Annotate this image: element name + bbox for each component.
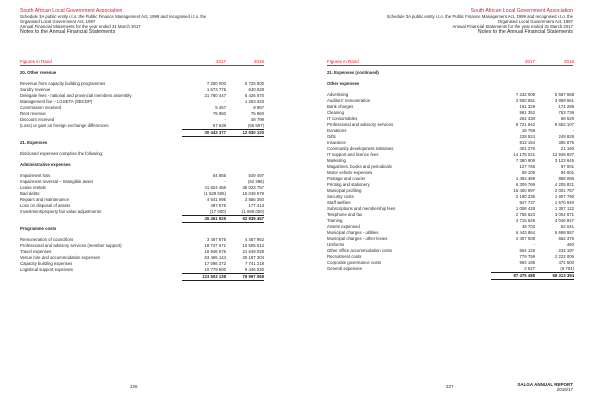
value-2016: 75 960: [250, 111, 264, 116]
row-label: 21. Expenses: [20, 140, 48, 145]
row-label: IT consumables: [327, 116, 358, 121]
value-2016: -: [572, 128, 574, 133]
row-label: Sundry revenue: [20, 87, 51, 92]
header-line: Schedule 3A public entity i.t.o. the Public Finance Management Act, 1999 and recognised i.t.o. the: [20, 14, 207, 19]
row-label: General expenses: [327, 266, 362, 271]
row-label: Other office accommodation costs: [327, 248, 392, 253]
value-2016: 9 987: [253, 105, 264, 110]
row-label: Marketing: [327, 158, 346, 163]
row-label: Management fee – LGSETA (SBCDP): [20, 99, 93, 104]
value-2017: 3 467 875: [206, 237, 226, 242]
value-2016: 48 799: [250, 117, 264, 122]
value-2016: 4 457 952: [244, 237, 264, 242]
value-2017: 264 430: [519, 116, 535, 121]
page-header: [20, 8, 206, 35]
value-2016: 1 357 122: [554, 206, 574, 211]
value-2017: 16 400 997: [513, 188, 535, 193]
value-2016: 97 001: [560, 164, 574, 169]
row-label: Printing and stationery: [327, 182, 370, 187]
page-number: 227: [446, 384, 454, 389]
row-label: Motor vehicle expenses: [327, 170, 373, 175]
right-page: [300, 0, 600, 416]
figures-label: Figures in Rand: [20, 59, 52, 64]
value-2016: (1 659 000): [242, 209, 264, 214]
value-2017: 54 855: [212, 173, 226, 178]
value-2016: 5 725 500: [244, 81, 264, 86]
table-row: [327, 81, 573, 87]
value-2016: 52 041: [560, 224, 574, 229]
header-line: Organised Local Government Act, 1997: [20, 19, 96, 24]
page-number: 226: [130, 384, 138, 389]
value-2017: 993 195: [519, 260, 535, 265]
value-2016: 3 859 661: [554, 98, 574, 103]
value-2016: 1 570 940: [554, 200, 574, 205]
year-current: 2017: [524, 59, 535, 64]
value-2016: 9 446 530: [244, 267, 264, 272]
value-2016: 177 413: [248, 203, 264, 208]
value-2017: 5 467: [215, 105, 226, 110]
column-header: [20, 59, 264, 66]
value-2017: 57 638: [212, 123, 226, 128]
value-2016: 84 601: [560, 170, 574, 175]
row-label: Venue hire and accommodation expenses: [20, 255, 101, 260]
value-2017: 19 759: [521, 128, 535, 133]
row-label: Impairment loss: [20, 173, 51, 178]
value-2017: 2 755 623: [515, 212, 535, 217]
organisation-name: South African Local Government Association: [20, 8, 123, 14]
row-label: Subscriptions and membership fees: [327, 206, 396, 211]
row-label: Capacity building expenses: [20, 261, 73, 266]
value-2016: 3 856 350: [244, 197, 264, 202]
value-2017: 45 461 925: [182, 215, 226, 223]
value-2017: 564 125: [519, 248, 535, 253]
value-2017: 228 524: [519, 134, 535, 139]
row-label: Other expenses: [327, 81, 360, 86]
value-2017: 7 250 000: [206, 81, 226, 86]
value-2017: 4 715 626: [515, 218, 535, 223]
row-label: Disclosed expenses comprise the following:: [20, 151, 104, 156]
value-2017: 947 737: [519, 200, 535, 205]
value-2017: -: [224, 99, 226, 104]
row-label: Logistical support expenses: [20, 267, 74, 272]
value-2017: -: [224, 117, 226, 122]
value-2017: 2 527: [524, 266, 535, 271]
value-2017: 1 673 775: [206, 87, 226, 92]
value-2017: 1 058 428: [515, 206, 535, 211]
value-2017: 49 703: [521, 224, 535, 229]
organisation-name: South African Local Government Association: [470, 8, 573, 14]
value-2017: 779 759: [519, 254, 535, 259]
value-2017: (17 000): [209, 209, 226, 214]
total-row: [20, 215, 264, 221]
value-2017: 7 232 009: [515, 92, 535, 97]
row-label: Donations: [327, 128, 347, 133]
notes-table: [20, 70, 264, 279]
row-label: Municipal charges - utilities: [327, 230, 379, 235]
value-2016: 21 160: [560, 146, 574, 151]
row-label: Administrative expenses: [20, 162, 71, 167]
row-label: Staff welfare: [327, 200, 351, 205]
value-2017: 53 465 144: [204, 255, 226, 260]
row-label: Bad debts: [20, 191, 40, 196]
value-2017: 191 329: [519, 104, 535, 109]
value-2016: 10 505 012: [242, 243, 264, 248]
row-label: Telephone and fax: [327, 212, 363, 217]
table-row: [20, 140, 264, 146]
value-2017: 2 190 235: [515, 194, 535, 199]
value-2017: 401 276: [519, 146, 535, 151]
total-row: [20, 129, 264, 135]
row-label: Postage and courier: [327, 176, 366, 181]
report-year: 2016/17: [556, 387, 573, 392]
value-2016: 25 187 304: [242, 255, 264, 260]
value-2016: 234 197: [558, 248, 574, 253]
row-label: Municipal profiling: [327, 188, 362, 193]
value-2016: 2 222 006: [554, 254, 574, 259]
value-2016: 763 736: [558, 110, 574, 115]
row-label: Auditors' remuneration: [327, 98, 371, 103]
value-2016: 52 935 457: [220, 215, 264, 223]
value-2016: 460: [566, 242, 574, 247]
row-label: Training: [327, 218, 343, 223]
value-2016: (62 396): [247, 179, 264, 184]
row-label: Professional and advisory services (member support): [20, 243, 122, 248]
table-row: [20, 70, 264, 76]
value-2017: 10 779 500: [204, 267, 226, 272]
row-label: Cleaning: [327, 110, 344, 115]
row-label: Lease rentals: [20, 185, 46, 190]
notes-table: [327, 70, 573, 278]
row-label: Impairment reversal – Intangible asset: [20, 179, 93, 184]
year-prior: 2016: [253, 59, 264, 64]
value-2016: 21 649 029: [242, 249, 264, 254]
total-row: [20, 273, 264, 279]
figures-label: Figures in Rand: [327, 59, 359, 64]
row-label: Investment/property fair value adjustments: [20, 209, 101, 214]
report-footer: [517, 382, 573, 392]
row-label: Insurance: [327, 140, 346, 145]
value-2017: 17 096 372: [204, 261, 226, 266]
value-2017: 18 747 671: [204, 243, 226, 248]
value-2016: 174 289: [558, 104, 574, 109]
value-2016: 3 123 645: [554, 158, 574, 163]
value-2017: 4 641 695: [206, 197, 226, 202]
value-2016: 662 375: [558, 236, 574, 241]
value-2017: 14 178 021: [513, 152, 535, 157]
row-label: Security costs: [327, 194, 354, 199]
value-2016: 2 001 767: [554, 188, 574, 193]
row-label: Uniforms: [327, 242, 345, 247]
value-2016: 5 587 658: [554, 92, 574, 97]
value-2016: (65 597): [247, 123, 264, 128]
row-label: Advertising: [327, 92, 349, 97]
value-2017: -: [224, 179, 226, 184]
header-line: Organised Local Government Act, 1997: [497, 19, 573, 24]
page-header: [387, 8, 573, 35]
value-2017: 123 503 138: [182, 273, 226, 281]
table-row: [327, 70, 573, 76]
row-label: 20. Other revenue: [20, 70, 57, 75]
value-2017: 6 309 769: [515, 182, 535, 187]
total-row: [327, 272, 573, 278]
row-label: Delegate fees - national and provincial members assembly: [20, 93, 132, 98]
value-2016: 858 086: [558, 176, 574, 181]
value-2016: 7 741 218: [244, 261, 264, 266]
value-2017: 7 380 909: [515, 158, 535, 163]
value-2016: 12 946 937: [552, 152, 574, 157]
value-2016: 249 828: [558, 134, 574, 139]
value-2017: 6 721 942: [515, 122, 535, 127]
value-2017: 18 946 576: [204, 249, 226, 254]
value-2017: 1 493 489: [515, 176, 535, 181]
value-2017: 127 766: [519, 164, 535, 169]
row-label: Travel expenses: [20, 249, 52, 254]
row-label: Professional and advisory services: [327, 122, 394, 127]
value-2017: 913 154: [519, 140, 535, 145]
value-2017: 21 780 447: [204, 93, 226, 98]
row-label: (Loss) or gain on foreign exchange differences: [20, 123, 109, 128]
value-2016: 9 652 107: [554, 122, 574, 127]
value-2017: 2 500 651: [515, 98, 535, 103]
value-2017: 2 407 008: [515, 236, 535, 241]
value-2016: 4 046 847: [554, 218, 574, 223]
value-2016: 3 004 571: [554, 212, 574, 217]
value-2016: 15 049 679: [242, 191, 264, 196]
row-label: Rent revenue: [20, 111, 46, 116]
row-label: Programme costs: [20, 226, 57, 231]
value-2017: 75 960: [212, 111, 226, 116]
value-2016: 474 500: [558, 260, 574, 265]
year-prior: 2016: [563, 59, 574, 64]
row-label: Commission received: [20, 105, 62, 110]
value-2017: 6 443 864: [515, 230, 535, 235]
table-row: [20, 162, 264, 168]
value-2016: 5 698 557: [554, 230, 574, 235]
value-2016: 4 205 821: [554, 182, 574, 187]
report-title: SALGA ANNUAL REPORT: [517, 382, 573, 387]
value-2016: 1 263 333: [244, 99, 264, 104]
table-row: [20, 226, 264, 232]
value-2016: 35 023 757: [242, 185, 264, 190]
value-2016: 12 930 120: [220, 129, 264, 137]
value-2017: 487 675: [210, 203, 226, 208]
row-label: Revenue from capacity building programmes: [20, 81, 106, 86]
row-label: 21. Expenses (continued): [327, 70, 379, 75]
row-label: Gifts: [327, 134, 336, 139]
header-line: Schedule 3A public entity i.t.o. the Public Finance Management Act, 1999 and recognised i.t.o. the: [386, 14, 573, 19]
row-label: IT support and licence fees: [327, 152, 379, 157]
value-2016: 68 529: [560, 116, 574, 121]
notes-title: Notes to the Annual Financial Statements: [477, 29, 573, 35]
value-2016: 68 313 394: [530, 272, 574, 280]
value-2016: 78 997 068: [220, 273, 264, 281]
value-2017: (1 528 506): [204, 191, 226, 196]
row-label: Loss on disposal of assets: [20, 203, 71, 208]
row-label: Magazines, books and periodicals: [327, 164, 392, 169]
value-2017: 41 824 456: [204, 185, 226, 190]
value-2016: (6 704): [560, 266, 574, 271]
row-label: Recruitment costs: [327, 254, 362, 259]
value-2016: 366 876: [558, 140, 574, 145]
row-label: Municipal charges - other levies: [327, 236, 388, 241]
row-label: Corporate governance costs: [327, 260, 381, 265]
row-label: Bank charges: [327, 104, 354, 109]
column-header: [327, 59, 573, 66]
value-2017: 961 352: [519, 110, 535, 115]
notes-title: Notes to the Annual Financial Statements: [20, 29, 116, 35]
value-2016: 549 497: [248, 173, 264, 178]
row-label: Community development initiatives: [327, 146, 394, 151]
value-2017: 59 109: [521, 170, 535, 175]
value-2016: 5 426 670: [244, 93, 264, 98]
row-label: Remuneration of councillors: [20, 237, 74, 242]
value-2017: 87 475 488: [491, 272, 535, 280]
row-label: Assets expensed: [327, 224, 360, 229]
row-label: Discount received: [20, 117, 55, 122]
table-row: [20, 151, 264, 157]
value-2016: 640 628: [248, 87, 264, 92]
value-2016: 1 907 790: [554, 194, 574, 199]
value-2017: 30 443 377: [182, 129, 226, 137]
year-current: 2017: [215, 59, 226, 64]
header-line: Annual Financial Statements for the year ended 31 March 2017: [20, 24, 141, 29]
header-line: Annual Financial Statements for the year ended 31 March 2017: [452, 24, 573, 29]
value-2017: -: [533, 242, 535, 247]
row-label: Repairs and maintenance: [20, 197, 69, 202]
